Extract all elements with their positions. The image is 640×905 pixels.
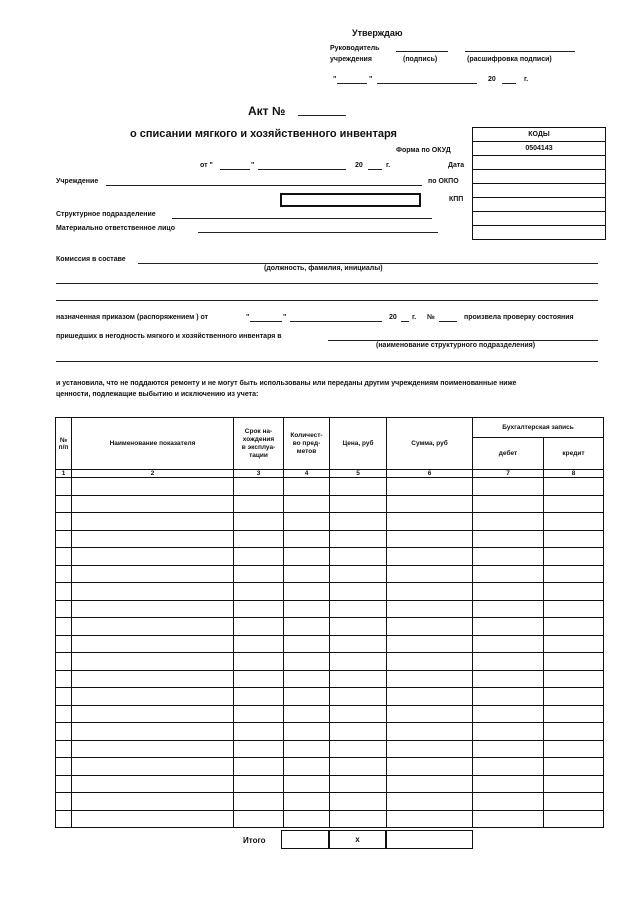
act-day-line[interactable] xyxy=(220,169,250,170)
col-name-header: Наименование показателя xyxy=(72,418,234,470)
column-numbers-row xyxy=(56,470,604,478)
table-row xyxy=(56,723,604,741)
table-cell[interactable] xyxy=(473,740,544,758)
table-cell[interactable] xyxy=(473,548,544,566)
okud-code[interactable]: 0504143 xyxy=(473,142,605,156)
table-cell[interactable] xyxy=(544,793,604,811)
table-cell[interactable] xyxy=(473,530,544,548)
col-accounting-header: Бухгалтерская запись xyxy=(473,418,604,438)
commission-label: Комиссия в составе xyxy=(56,256,126,263)
table-cell[interactable] xyxy=(234,810,284,828)
col-qty-header: Количест- во пред- метов xyxy=(284,418,330,470)
table-cell[interactable] xyxy=(284,495,330,513)
table-cell[interactable] xyxy=(473,758,544,776)
table-cell[interactable] xyxy=(72,723,234,741)
table-row xyxy=(56,618,604,636)
table-cell[interactable] xyxy=(387,793,473,811)
table-cell[interactable] xyxy=(72,583,234,601)
table-cell[interactable] xyxy=(387,723,473,741)
table-cell[interactable] xyxy=(72,495,234,513)
table-cell[interactable] xyxy=(72,705,234,723)
act-year-prefix: 20 xyxy=(355,162,363,169)
table-cell[interactable] xyxy=(56,565,72,583)
table-row xyxy=(56,565,604,583)
total-sum-cell[interactable] xyxy=(385,830,473,849)
table-cell[interactable] xyxy=(234,478,284,496)
unfit-hint: (наименование структурного подразделения) xyxy=(376,342,536,349)
commission-hint: (должность, фамилия, инициалы) xyxy=(264,265,383,272)
table-cell[interactable] xyxy=(72,635,234,653)
table-cell[interactable] xyxy=(56,740,72,758)
code-extra-2[interactable] xyxy=(473,226,605,239)
order-year-prefix: 20 xyxy=(389,314,397,321)
table-row xyxy=(56,740,604,758)
order-year-suffix: г. xyxy=(412,314,417,321)
table-cell[interactable] xyxy=(544,583,604,601)
order-tail: произвела проверку состояния xyxy=(464,314,574,321)
table-cell[interactable] xyxy=(56,513,72,531)
table-cell[interactable] xyxy=(284,513,330,531)
decoding-line[interactable] xyxy=(465,51,575,52)
table-cell[interactable] xyxy=(473,723,544,741)
table-cell[interactable] xyxy=(72,548,234,566)
table-cell[interactable] xyxy=(72,565,234,583)
table-cell[interactable] xyxy=(284,688,330,706)
table-cell[interactable] xyxy=(544,705,604,723)
table-cell[interactable] xyxy=(330,810,387,828)
act-year-suffix: г. xyxy=(386,162,391,169)
total-label: Итого xyxy=(243,836,266,845)
subdivision-label: Структурное подразделение xyxy=(56,211,156,218)
codes-header: КОДЫ xyxy=(473,128,605,142)
table-cell[interactable] xyxy=(284,653,330,671)
okpo-label: по ОКПО xyxy=(428,178,459,185)
table-row xyxy=(56,495,604,513)
act-subtitle: о списании мягкого и хозяйственного инвентаря xyxy=(130,128,397,140)
table-cell[interactable] xyxy=(72,478,234,496)
table-cell[interactable] xyxy=(473,688,544,706)
table-cell[interactable] xyxy=(473,565,544,583)
table-cell[interactable] xyxy=(330,565,387,583)
table-cell[interactable] xyxy=(330,723,387,741)
table-cell[interactable] xyxy=(387,618,473,636)
table-cell[interactable] xyxy=(387,670,473,688)
decoding-hint: (расшифровка подписи) xyxy=(467,56,552,63)
approve-quote-close: " xyxy=(369,76,373,83)
table-row xyxy=(56,793,604,811)
table-cell[interactable] xyxy=(387,705,473,723)
table-cell[interactable] xyxy=(284,548,330,566)
table-cell[interactable] xyxy=(387,688,473,706)
col-no-header: № п/п xyxy=(56,418,72,470)
table-row xyxy=(56,688,604,706)
table-cell[interactable] xyxy=(72,740,234,758)
table-cell[interactable] xyxy=(330,495,387,513)
table-cell[interactable] xyxy=(330,478,387,496)
table-cell[interactable] xyxy=(234,793,284,811)
approve-day-line[interactable] xyxy=(337,83,367,84)
col-debit-header: дебет xyxy=(473,438,544,470)
col-number: 4 xyxy=(284,470,330,478)
inventory-table xyxy=(55,417,604,828)
approve-month-line[interactable] xyxy=(377,83,477,84)
table-cell[interactable] xyxy=(544,600,604,618)
approve-quote-open: " xyxy=(333,76,337,83)
established-text-1: и установила, что не поддаются ремонту и не могут быть использованы или переданы другим учреждениям поименованные ниже xyxy=(56,380,517,387)
table-cell[interactable] xyxy=(56,583,72,601)
act-date-from: от " xyxy=(200,162,213,169)
table-cell[interactable] xyxy=(234,600,284,618)
table-cell[interactable] xyxy=(387,530,473,548)
table-cell[interactable] xyxy=(72,793,234,811)
table-cell[interactable] xyxy=(330,530,387,548)
table-cell[interactable] xyxy=(544,618,604,636)
table-cell[interactable] xyxy=(330,758,387,776)
table-cell[interactable] xyxy=(72,758,234,776)
table-row xyxy=(56,600,604,618)
order-quote-open: " xyxy=(246,314,250,321)
approve-year-suffix: г. xyxy=(524,76,529,83)
table-cell[interactable] xyxy=(234,530,284,548)
table-cell[interactable] xyxy=(234,548,284,566)
table-cell[interactable] xyxy=(544,565,604,583)
table-cell[interactable] xyxy=(330,548,387,566)
table-cell[interactable] xyxy=(544,530,604,548)
table-cell[interactable] xyxy=(473,705,544,723)
act-quote-close: " xyxy=(251,162,255,169)
commission-line-2[interactable] xyxy=(56,283,598,284)
table-cell[interactable] xyxy=(72,670,234,688)
table-cell[interactable] xyxy=(56,670,72,688)
table-cell[interactable] xyxy=(56,635,72,653)
col-number: 7 xyxy=(473,470,544,478)
table-cell[interactable] xyxy=(234,653,284,671)
table-cell[interactable] xyxy=(72,513,234,531)
kpp-code[interactable] xyxy=(473,198,605,212)
table-cell[interactable] xyxy=(387,548,473,566)
table-cell[interactable] xyxy=(544,723,604,741)
table-row xyxy=(56,758,604,776)
order-number-line[interactable] xyxy=(439,321,457,322)
table-cell[interactable] xyxy=(284,600,330,618)
table-cell[interactable] xyxy=(473,793,544,811)
col-number: 5 xyxy=(330,470,387,478)
head-label: Руководитель xyxy=(330,45,380,52)
table-cell[interactable] xyxy=(234,740,284,758)
col-credit-header: кредит xyxy=(544,438,604,470)
kpp-label: КПП xyxy=(449,196,464,203)
table-cell[interactable] xyxy=(387,565,473,583)
table-cell[interactable] xyxy=(544,740,604,758)
table-cell[interactable] xyxy=(473,583,544,601)
table-cell[interactable] xyxy=(330,688,387,706)
table-cell[interactable] xyxy=(544,758,604,776)
table-cell[interactable] xyxy=(284,635,330,653)
table-cell[interactable] xyxy=(544,775,604,793)
table-cell[interactable] xyxy=(544,670,604,688)
table-cell[interactable] xyxy=(56,723,72,741)
table-cell[interactable] xyxy=(234,513,284,531)
col-number: 1 xyxy=(56,470,72,478)
unfit-line[interactable] xyxy=(328,340,598,341)
okpo-code[interactable] xyxy=(473,170,605,184)
table-cell[interactable] xyxy=(330,635,387,653)
table-cell[interactable] xyxy=(234,775,284,793)
table-cell[interactable] xyxy=(387,600,473,618)
table-cell[interactable] xyxy=(330,705,387,723)
table-cell[interactable] xyxy=(72,653,234,671)
table-cell[interactable] xyxy=(56,653,72,671)
unfit-label: пришедших в негодность мягкого и хозяйственного инвентаря в xyxy=(56,333,282,340)
institution-label: Учреждение xyxy=(56,178,99,185)
table-cell[interactable] xyxy=(330,793,387,811)
table-row xyxy=(56,513,604,531)
table-cell[interactable] xyxy=(387,653,473,671)
table-row xyxy=(56,548,604,566)
act-number-line[interactable] xyxy=(298,115,346,116)
inn-box[interactable] xyxy=(280,193,421,207)
approve-label: Утверждаю xyxy=(352,28,403,38)
table-cell[interactable] xyxy=(234,723,284,741)
table-cell[interactable] xyxy=(284,670,330,688)
table-cell[interactable] xyxy=(234,618,284,636)
table-cell[interactable] xyxy=(72,688,234,706)
table-cell[interactable] xyxy=(473,775,544,793)
table-cell[interactable] xyxy=(56,618,72,636)
table-cell[interactable] xyxy=(72,600,234,618)
signature-hint: (подпись) xyxy=(403,56,438,63)
codes-box xyxy=(472,127,606,240)
table-cell[interactable] xyxy=(330,618,387,636)
table-cell[interactable] xyxy=(284,723,330,741)
table-cell[interactable] xyxy=(284,793,330,811)
responsible-label: Материально ответственное лицо xyxy=(56,225,176,232)
table-cell[interactable] xyxy=(387,495,473,513)
table-cell[interactable] xyxy=(284,583,330,601)
col-number: 8 xyxy=(544,470,604,478)
table-cell[interactable] xyxy=(473,600,544,618)
table-cell[interactable] xyxy=(234,688,284,706)
table-cell[interactable] xyxy=(387,740,473,758)
responsible-line[interactable] xyxy=(198,232,438,233)
table-cell[interactable] xyxy=(473,670,544,688)
table-cell[interactable] xyxy=(72,810,234,828)
table-cell[interactable] xyxy=(473,478,544,496)
table-cell[interactable] xyxy=(473,810,544,828)
table-cell[interactable] xyxy=(330,740,387,758)
table-cell[interactable] xyxy=(544,495,604,513)
table-cell[interactable] xyxy=(544,513,604,531)
empty-code[interactable] xyxy=(473,184,605,198)
approve-year-prefix: 20 xyxy=(488,76,496,83)
table-cell[interactable] xyxy=(473,513,544,531)
approve-year-line[interactable] xyxy=(502,83,516,84)
table-cell[interactable] xyxy=(544,635,604,653)
act-year-line[interactable] xyxy=(368,169,382,170)
table-cell[interactable] xyxy=(72,618,234,636)
table-cell[interactable] xyxy=(72,775,234,793)
date-label: Дата xyxy=(448,162,465,169)
table-cell[interactable] xyxy=(473,495,544,513)
order-number-sign: № xyxy=(427,314,435,321)
order-quote-close: " xyxy=(283,314,287,321)
table-cell[interactable] xyxy=(234,565,284,583)
table-cell[interactable] xyxy=(330,653,387,671)
table-cell[interactable] xyxy=(234,670,284,688)
table-row xyxy=(56,670,604,688)
table-cell[interactable] xyxy=(234,705,284,723)
table-cell[interactable] xyxy=(387,810,473,828)
table-cell[interactable] xyxy=(56,705,72,723)
table-cell[interactable] xyxy=(284,758,330,776)
unfit-line-2[interactable] xyxy=(56,361,598,362)
col-number: 6 xyxy=(387,470,473,478)
table-cell[interactable] xyxy=(56,810,72,828)
order-month-line[interactable] xyxy=(290,321,382,322)
table-cell[interactable] xyxy=(284,775,330,793)
table-cell[interactable] xyxy=(56,775,72,793)
table-row xyxy=(56,478,604,496)
table-row xyxy=(56,653,604,671)
table-row xyxy=(56,775,604,793)
commission-line-3[interactable] xyxy=(56,300,598,301)
table-cell[interactable] xyxy=(72,530,234,548)
order-year-line[interactable] xyxy=(401,321,409,322)
table-cell[interactable] xyxy=(56,688,72,706)
table-cell[interactable] xyxy=(284,740,330,758)
col-term-header: Срок на- хождения в эксплуа- тации xyxy=(234,418,284,470)
table-cell[interactable] xyxy=(284,810,330,828)
subdivision-line[interactable] xyxy=(172,218,432,219)
col-price-header: Цена, руб xyxy=(330,418,387,470)
table-cell[interactable] xyxy=(234,635,284,653)
order-day-line[interactable] xyxy=(250,321,282,322)
table-row xyxy=(56,530,604,548)
table-row xyxy=(56,635,604,653)
table-cell[interactable] xyxy=(330,775,387,793)
table-cell[interactable] xyxy=(56,530,72,548)
table-body xyxy=(56,478,604,828)
table-cell[interactable] xyxy=(544,810,604,828)
table-cell[interactable] xyxy=(330,513,387,531)
table-cell[interactable] xyxy=(284,565,330,583)
act-title: Акт № xyxy=(248,104,286,118)
table-cell[interactable] xyxy=(473,618,544,636)
table-cell[interactable] xyxy=(56,478,72,496)
table-cell[interactable] xyxy=(56,495,72,513)
table-cell[interactable] xyxy=(544,478,604,496)
table-cell[interactable] xyxy=(56,548,72,566)
table-row xyxy=(56,705,604,723)
table-cell[interactable] xyxy=(544,688,604,706)
table-cell[interactable] xyxy=(387,513,473,531)
table-cell[interactable] xyxy=(284,705,330,723)
col-number: 3 xyxy=(234,470,284,478)
act-month-line[interactable] xyxy=(258,169,346,170)
table-cell[interactable] xyxy=(330,583,387,601)
table-row xyxy=(56,810,604,828)
institution-line[interactable] xyxy=(106,185,422,186)
head-label-2: учреждения xyxy=(330,56,372,63)
total-qty-cell[interactable] xyxy=(281,830,330,849)
col-number: 2 xyxy=(72,470,234,478)
table-cell[interactable] xyxy=(234,583,284,601)
code-extra-1[interactable] xyxy=(473,212,605,226)
total-price-cell: х xyxy=(328,830,387,849)
order-label: назначенная приказом (распоряжением ) от xyxy=(56,314,209,321)
table-cell[interactable] xyxy=(473,653,544,671)
table-cell[interactable] xyxy=(544,548,604,566)
table-cell[interactable] xyxy=(284,478,330,496)
table-cell[interactable] xyxy=(473,635,544,653)
signature-line[interactable] xyxy=(396,51,448,52)
table-row xyxy=(56,583,604,601)
established-text-2: ценности, подлежащие выбытию и исключению из учета: xyxy=(56,391,259,398)
table-cell[interactable] xyxy=(330,600,387,618)
table-cell[interactable] xyxy=(234,758,284,776)
table-cell[interactable] xyxy=(387,583,473,601)
table-cell[interactable] xyxy=(544,653,604,671)
table-cell[interactable] xyxy=(387,758,473,776)
table-cell[interactable] xyxy=(234,495,284,513)
table-cell[interactable] xyxy=(284,530,330,548)
table-cell[interactable] xyxy=(330,670,387,688)
table-cell[interactable] xyxy=(56,600,72,618)
commission-line-1[interactable] xyxy=(138,263,598,264)
col-sum-header: Сумма, руб xyxy=(387,418,473,470)
table-cell[interactable] xyxy=(387,478,473,496)
table-cell[interactable] xyxy=(284,618,330,636)
table-cell[interactable] xyxy=(56,758,72,776)
table-cell[interactable] xyxy=(56,793,72,811)
table-cell[interactable] xyxy=(387,635,473,653)
form-okud-label: Форма по ОКУД xyxy=(396,147,451,154)
date-code[interactable] xyxy=(473,156,605,170)
table-cell[interactable] xyxy=(387,775,473,793)
